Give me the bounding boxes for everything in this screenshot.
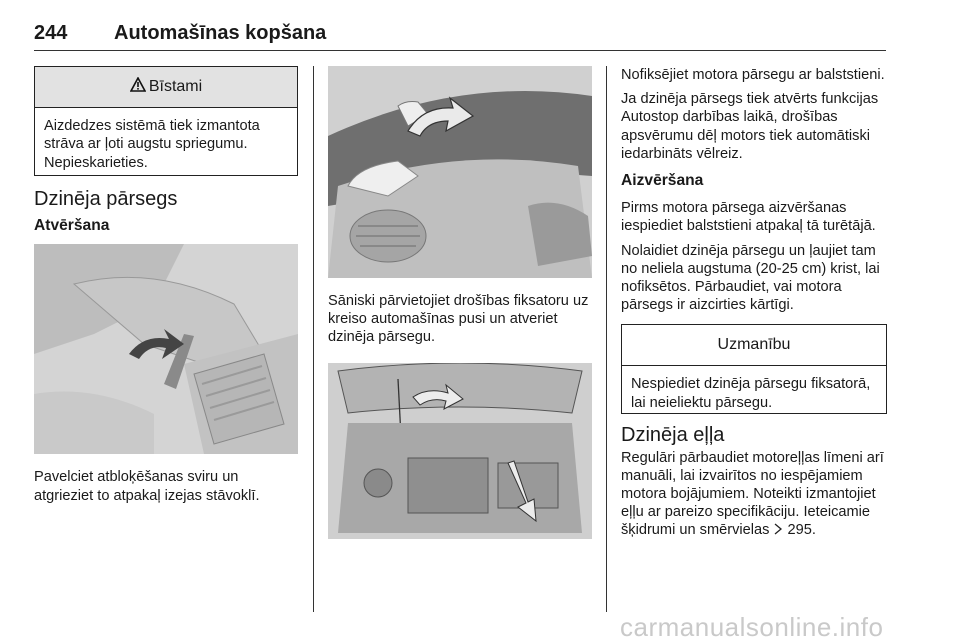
paragraph-engine-oil bbox=[621, 449, 887, 541]
caution-text: Nespiediet dzinēja pārsegu fiksatorā, lai neieliektu pārsegu. bbox=[631, 376, 871, 411]
section-heading-hood: Dzinēja pārsegs bbox=[34, 188, 178, 210]
column-divider bbox=[313, 66, 314, 612]
warning-title: Bīstami bbox=[148, 77, 203, 95]
page-ref-arrow-icon bbox=[773, 522, 783, 540]
engine-bay-figure bbox=[328, 363, 592, 539]
right-column bbox=[621, 66, 887, 541]
hood-release-lever-figure bbox=[34, 244, 298, 454]
warning-triangle-icon bbox=[130, 77, 146, 97]
paragraph-lower-hood: Nolaidiet dzinēja pārsegu un ļaujiet tam no neliela augstuma (20-25 cm) krist, lai nofiksētos. Pārbaudiet, vai motora pārsegs ir aizcirties kārtīgi. bbox=[621, 242, 880, 314]
figure-caption-safety-catch: Sāniski pārvietojiet drošības fiksatoru uz kreiso automašīnas pusi un atveriet dzinēja pārsegu. bbox=[328, 293, 589, 346]
section-heading-engine-oil: Dzinēja eļļa bbox=[621, 424, 725, 447]
column-divider bbox=[606, 66, 607, 612]
middle-column bbox=[328, 66, 592, 539]
caution-box bbox=[621, 324, 887, 414]
engine-oil-text: Regulāri pārbaudiet motoreļļas līmeni arī manuāli, lai izvairītos no iespējamiem motora bojājumiem. Noteikti izmantojiet eļļu ar pareizo specifikāciju. Ieteicamie šķidrumi un smērvielas bbox=[621, 449, 884, 539]
page-number: 244 bbox=[34, 22, 68, 44]
page-header bbox=[34, 22, 886, 51]
watermark: carmanualsonline.info bbox=[620, 612, 884, 642]
subheading-opening: Atvēršana bbox=[34, 217, 110, 235]
caution-header: Uzmanību bbox=[622, 325, 886, 366]
warning-box bbox=[34, 66, 298, 176]
warning-header bbox=[35, 67, 297, 108]
left-column bbox=[34, 66, 298, 505]
figure-caption-lever: Pavelciet atbloķēšanas sviru un atgrieziet to atpakaļ izejas stāvoklī. bbox=[34, 469, 260, 504]
paragraph-autostop: Ja dzinēja pārsegs tiek atvērts funkcijas Autostop darbības laikā, drošības apsvērumu dēļ motors tiek automātiski iedarbināts vēlreiz. bbox=[621, 91, 879, 162]
page-title: Automašīnas kopšana bbox=[114, 22, 327, 44]
page-reference-link[interactable]: 295. bbox=[787, 522, 816, 539]
paragraph-prop-rod: Nofiksējiet motora pārsegu ar balststieni. bbox=[621, 67, 885, 83]
subheading-closing: Aizvēršana bbox=[621, 172, 704, 190]
warning-text: Aizdedzes sistēmā tiek izmantota strāva ar ļoti augstu spriegumu. Nepieskarieties. bbox=[44, 118, 260, 171]
hood-safety-catch-figure bbox=[328, 66, 592, 278]
paragraph-stow-rod: Pirms motora pārsega aizvēršanas iespiediet balststieni atpakaļ tā turētājā. bbox=[621, 200, 876, 235]
